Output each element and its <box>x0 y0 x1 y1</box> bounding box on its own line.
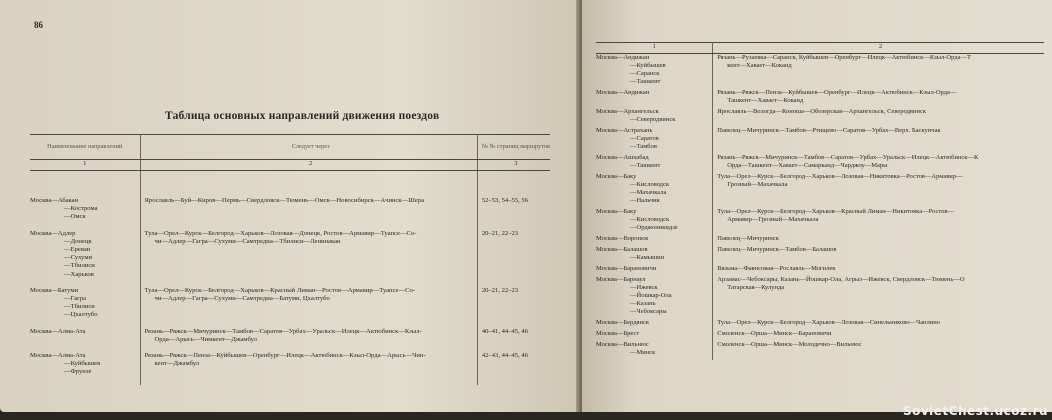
via-cell <box>713 54 1044 90</box>
table-row <box>596 319 1044 330</box>
text-line: Грозный—Махачкала <box>727 181 788 188</box>
text-line: Москва—Барановичи <box>596 265 657 272</box>
direction-cell <box>596 246 713 265</box>
via-cell <box>713 330 1044 341</box>
text-line: Москва—Абакан <box>30 197 79 204</box>
via-cell <box>140 352 477 385</box>
text-line: —Цхалтубо <box>64 311 98 319</box>
table-row <box>596 54 1044 90</box>
text-line: —Донецк <box>64 237 92 245</box>
column-number: 1 <box>596 43 713 54</box>
header-via: Следует через <box>140 135 477 160</box>
direction-cell <box>596 265 713 276</box>
table-row <box>596 208 1044 235</box>
via-cell <box>713 89 1044 108</box>
text-line: Арзамас—Чебоксары, Казань—Йошкар-Ола, Агрыз—Ижевск, Свердловск—Тюмень—О <box>717 276 965 283</box>
header-directions: Наименование направлений <box>30 135 140 160</box>
text-line: —Фрунзе <box>64 368 92 376</box>
via-cell <box>713 319 1044 330</box>
page-title: Таблица основных направлений движения поездов <box>165 110 440 122</box>
table-row <box>30 328 550 352</box>
watermark: SovietChest.ucoz.ru <box>902 404 1048 418</box>
text-line: —Куйбышев <box>64 360 101 368</box>
table-row <box>30 197 550 230</box>
via-cell <box>713 173 1044 208</box>
table-row <box>596 330 1044 341</box>
text-line: Москва—Адлер <box>30 229 76 237</box>
direction-cell <box>30 287 140 328</box>
direction-cell <box>596 276 713 319</box>
text-line: Ярославль—Вологда—Коноша—Обозерская—Архангельск, Северодвинск <box>717 108 926 115</box>
table-row <box>596 276 1044 319</box>
via-cell <box>713 341 1044 360</box>
routes-table-right <box>596 42 1044 360</box>
routes-table-left <box>30 134 550 385</box>
direction-cell <box>596 108 713 127</box>
text-line: Вязьма—Фаянсовая—Рославль—Могилев <box>717 265 836 272</box>
text-line: Павелец—Мичуринск <box>717 235 779 242</box>
text-line: —Гагра <box>64 295 87 303</box>
table-row <box>30 230 550 287</box>
text-line: —Кострома <box>64 205 98 213</box>
text-line: —Северодвинск <box>630 116 676 123</box>
pages-cell: 42–43, 44–45, 46 <box>481 352 528 360</box>
text-line: Рязань—Ряжск—Мичуринск—Тамбов—Саратов—Урбах—Уральск—Илецк—Актюбинск—Кзыл- <box>144 327 422 335</box>
table-row <box>30 287 550 328</box>
text-line: —Харьков <box>64 270 94 278</box>
text-line: Москва—Андижан <box>596 54 650 61</box>
text-line: Рязань—Ряжск—Пенза—Куйбышев—Оренбург—Илецк—Актюбинск—Кзыл-Орда— <box>717 89 957 96</box>
text-line: Москва—Батуми <box>30 286 79 294</box>
text-line: —Нальчик <box>630 197 660 204</box>
text-line: чи—Адлер—Гагра—Сухуми—Самтредиа—Батуми, Цхалтубо <box>154 295 330 303</box>
text-line: Павелец—Мичуринск—Тамбов—Балашов <box>717 246 837 253</box>
text-line: —Ижевск <box>630 284 658 291</box>
text-line: —Йошкар-Ола <box>630 292 672 299</box>
text-line: —Казань <box>630 300 656 307</box>
text-line: —Кисловодск <box>630 216 670 223</box>
text-line: —Ереван <box>64 246 91 254</box>
text-line: кент—Джамбул <box>154 360 200 368</box>
text-line: Москва—Баку <box>596 208 637 215</box>
text-line: —Махачкала <box>630 189 667 196</box>
via-cell <box>713 276 1044 319</box>
text-line: кент—Хавает—Коканд <box>727 62 792 69</box>
text-line: Смоленск—Орша—Минск—Молодечно—Вильнюс <box>717 341 862 348</box>
text-line: —Саратов <box>630 135 659 142</box>
text-line: Орда—Арысь—Чимкент—Джамбул <box>154 335 257 343</box>
text-line: Москва—Андижан <box>596 89 650 96</box>
text-line: Москва—Вильнюс <box>596 341 649 348</box>
text-line: Москва—Барнаул <box>596 276 646 283</box>
via-cell <box>140 197 477 230</box>
direction-cell <box>596 341 713 360</box>
table-row <box>596 235 1044 246</box>
text-line: —Тбилиси <box>64 262 95 270</box>
text-line: —Орджоникидзе <box>630 224 678 231</box>
via-cell <box>713 235 1044 246</box>
text-line: Москва—Баку <box>596 173 637 180</box>
page-number: 86 <box>34 20 43 30</box>
direction-cell <box>596 173 713 208</box>
direction-cell <box>596 319 713 330</box>
text-line: Тула—Орел—Курск—Белгород—Харьков—Красный Лиман—Никитовка—Ростов— <box>717 208 954 215</box>
table-row <box>596 89 1044 108</box>
text-line: —Саранск <box>630 70 660 77</box>
text-line: —Минск <box>630 349 656 356</box>
direction-cell <box>30 352 140 385</box>
direction-cell <box>596 330 713 341</box>
pages-cell: 40–41, 44–45, 46 <box>481 327 528 335</box>
direction-cell <box>596 127 713 154</box>
via-cell <box>713 208 1044 235</box>
text-line: Москва—Бердянск <box>596 319 650 326</box>
via-cell <box>140 328 477 352</box>
table-row <box>596 154 1044 173</box>
text-line: Москва—Архангельск <box>596 108 659 115</box>
text-line: Москва—Астрахань <box>596 127 653 134</box>
direction-cell <box>30 230 140 287</box>
text-line: Рязань—Ряжск—Мичуринск—Тамбов—Саратов—Урбах—Уральск—Илецк—Актюбинск—К <box>717 154 979 161</box>
header-pages: № № страниц маршрутов <box>477 135 550 160</box>
via-cell <box>140 287 477 328</box>
direction-cell <box>596 208 713 235</box>
text-line: —Куйбышев <box>630 62 666 69</box>
text-line: Рязань—Рузаевка—Саранск, Куйбышев—Оренбург—Илецк—Актюбинск—Кзыл-Орда—Т <box>717 54 971 61</box>
direction-cell <box>30 328 140 352</box>
via-cell <box>713 265 1044 276</box>
column-number: 2 <box>140 160 477 171</box>
text-line: чи—Адлер—Гагра—Сухуми—Самтредиа—Тбилиси—Ленинакан <box>154 237 341 245</box>
column-number: 1 <box>30 160 140 171</box>
table-row <box>596 265 1044 276</box>
text-line: Тула—Орел—Курск—Белгород—Харьков—Лозовая—Никитовка—Ростов—Армавир— <box>717 173 963 180</box>
pages-cell: 20–21, 22–23 <box>481 286 519 294</box>
text-line: Рязань—Ряжск—Пенза—Куйбышев—Оренбург—Илецк—Актюбинск—Кзыл-Орда—Арысь—Чин- <box>144 352 426 360</box>
text-line: —Ташкент <box>630 78 661 85</box>
text-line: Ярославль—Буй—Киров—Пермь—Свердловск—Тюмень—Омск—Новосибирск—Ачинск—Шера <box>144 197 425 204</box>
text-line: —Камышин <box>630 254 665 261</box>
column-number: 2 <box>713 43 1044 54</box>
text-line: —Тбилиси <box>64 303 95 311</box>
direction-cell <box>30 197 140 230</box>
text-line: Павелец—Мичуринск—Тамбов—Ртищево—Саратов—Урбах—Верх. Баскунчак <box>717 127 941 134</box>
via-cell <box>713 108 1044 127</box>
text-line: —Сухуми <box>64 254 93 262</box>
text-line: Армавир—Грозный—Махачкала <box>727 216 819 223</box>
direction-cell <box>596 54 713 90</box>
text-line: Москва—Воронеж <box>596 235 649 242</box>
text-line: Москва—Ашхабад <box>596 154 649 161</box>
text-line: Тула—Орел—Курск—Белгород—Харьков—Красный Лиман—Ростов—Армавир—Туапсе—Со- <box>144 286 415 294</box>
table-row <box>596 173 1044 208</box>
text-line: Москва—Алма-Ата <box>30 327 86 335</box>
text-line: Татарская—Кулунда <box>727 284 785 291</box>
text-line: Москва—Алма-Ата <box>30 352 86 360</box>
table-row <box>596 341 1044 360</box>
text-line: —Тамбов <box>630 143 657 150</box>
via-cell <box>713 154 1044 173</box>
text-line: Орда—Ташкент—Хавает—Самарканд—Чарджоу—Мары <box>727 162 888 169</box>
direction-cell <box>596 89 713 108</box>
table-row <box>30 352 550 385</box>
table-row <box>596 246 1044 265</box>
text-line: Москва—Балашов <box>596 246 648 253</box>
table-row <box>596 108 1044 127</box>
text-line: —Ташкент <box>630 162 661 169</box>
text-line: —Омск <box>64 213 86 221</box>
text-line: Москва—Брест <box>596 330 640 337</box>
text-line: —Чебоксары <box>630 308 667 315</box>
text-line: Тула—Орел—Курск—Белгород—Харьков—Лозовая—Донецк, Ростов—Армавир—Туапсе—Со- <box>144 229 417 237</box>
table-row <box>596 127 1044 154</box>
pages-cell: 20–21, 22–23 <box>481 229 519 237</box>
text-line: Смоленск—Орша—Минск—Барановичи <box>717 330 832 337</box>
text-line: Ташкент—Хавает—Коканд <box>727 97 804 104</box>
direction-cell <box>596 235 713 246</box>
via-cell <box>713 127 1044 154</box>
text-line: Тула—Орел—Курск—Белгород—Харьков—Лозовая—Синельниково—Чаплино <box>717 319 940 326</box>
pages-cell: 52–53, 54–55, 56 <box>481 197 528 204</box>
text-line: —Кисловодск <box>630 181 670 188</box>
via-cell <box>713 246 1044 265</box>
direction-cell <box>596 154 713 173</box>
via-cell <box>140 230 477 287</box>
column-number: 3 <box>477 160 550 171</box>
